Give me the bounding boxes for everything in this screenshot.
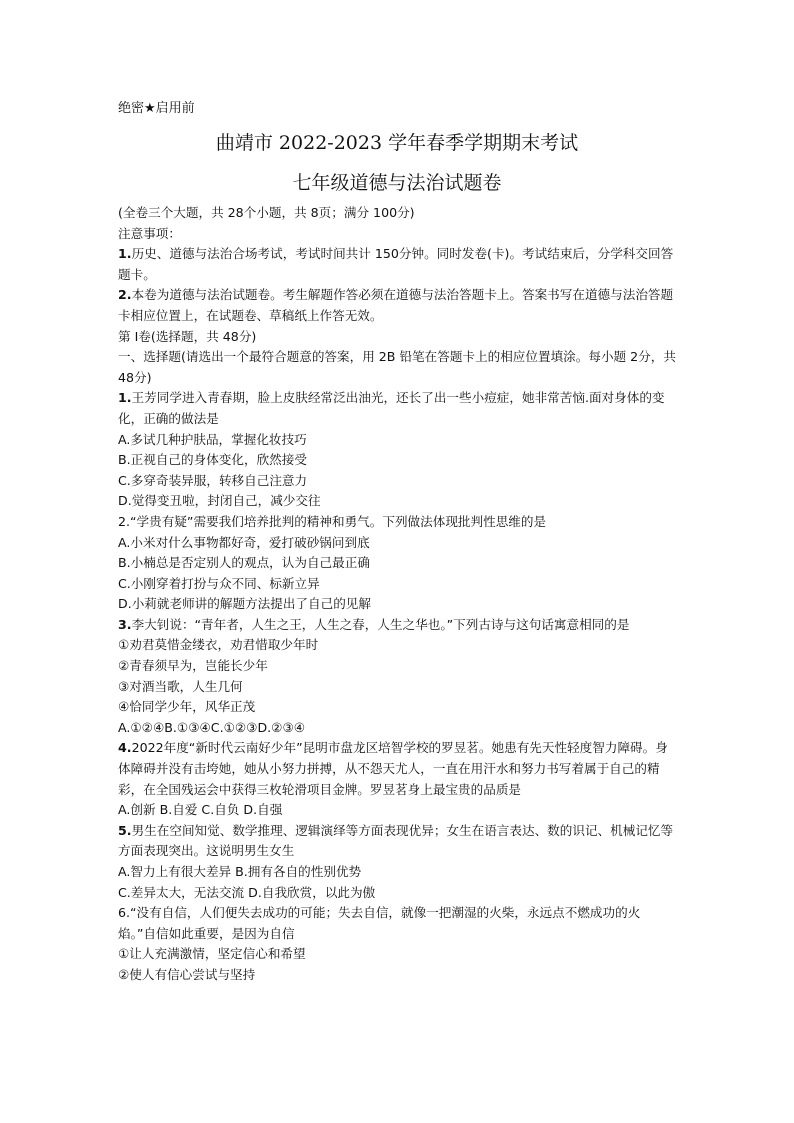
question-1-option-c: C.多穿奇装异服，转移自己注意力 <box>118 472 308 488</box>
question-2-option-a: A.小米对什么事物都好奇，爱打破砂锅问到底 <box>118 534 370 550</box>
notice-1-text: 历史、道德与法治合场考试，考试时间共计 150分钟。同时发卷(卡)。考试结束后，分学科交回答题卡。 <box>118 246 674 282</box>
question-1-text: 王芳同学进入青春期，脸上皮肤经常泛出油光，还长了出一些小痘症，她非常苦恼.面对身体的变化，正确的做法是 <box>118 390 665 426</box>
question-6-item-2: ②使人有信心尝试与坚持 <box>118 966 256 982</box>
question-5-options-ab: A.智力上有很大差异 B.拥有各自的性别优势 <box>118 864 362 879</box>
notice-item-2 <box>118 285 678 326</box>
section-heading: 第 I卷(选择题，共 48分) <box>118 328 257 344</box>
question-2-option-c: C.小刚穿着打扮与众不同、标新立异 <box>118 575 320 591</box>
page-title: 曲靖市 2022-2023 学年春季学期期末考试 <box>215 132 579 154</box>
question-3-stem <box>118 615 678 636</box>
question-4-options: A.创新 B.自爱 C.自负 D.自强 <box>118 802 283 818</box>
question-4-number: 4. <box>118 740 132 756</box>
question-1-stem <box>118 388 678 429</box>
secret-label: 绝密★启用前 <box>118 101 195 116</box>
question-1-option-d: D.觉得变丑啦，封闭自己，减少交往 <box>118 493 321 509</box>
question-5-options-cd: C.差异太大，无法交流 D.自我欣赏，以此为傲 <box>118 884 376 900</box>
notice-1-number: 1. <box>118 246 132 262</box>
question-6-text: “没有自信，人们便失去成功的可能；失去自信，就像一把潮湿的火柴，永远点不燃成功的火焰。”自信如此重要，是因为自信 <box>118 905 641 941</box>
question-1-number: 1. <box>118 390 132 406</box>
question-3-item-2: ②青春须早为，岂能长少年 <box>118 658 268 674</box>
notice-2-number: 2. <box>118 287 132 303</box>
question-3-item-3: ③对酒当歌，人生几何 <box>118 678 243 694</box>
question-6-number: 6. <box>118 905 131 921</box>
question-2-text: “学贵有疑”需要我们培养批判的精神和勇气。下列做法体现批判性思维的是 <box>130 513 547 529</box>
exam-content <box>118 203 678 986</box>
question-2-stem <box>118 512 678 533</box>
question-2-option-d: D.小莉就老师讲的解题方法提出了自己的见解 <box>118 596 371 612</box>
question-3-item-1: ①劝君莫惜金缕衣，劝君惜取少年时 <box>118 637 319 653</box>
question-1-option-b: B.正视自己的身体变化，欣然接受 <box>118 452 307 468</box>
part-heading: 一、选择题(请选出一个最符合题意的答案，用 2B 铅笔在答题卡上的相应位置填涂。每小题 2分，共 48分) <box>118 349 676 385</box>
question-6-item-1: ①让人充满激情，坚定信心和希望 <box>118 946 306 962</box>
question-5-stem <box>118 821 678 862</box>
question-3-item-4: ④恰同学少年，风华正茂 <box>118 699 256 715</box>
notice-heading: 注意事项： <box>118 225 181 241</box>
page-subtitle: 七年级道德与法治试题卷 <box>292 172 502 194</box>
notice-item-1 <box>118 244 678 285</box>
question-6-stem <box>118 903 678 944</box>
question-3-text: 李大钊说：“青年者，人生之王，人生之春，人生之华也。”下列古诗与这句话寓意相同的是 <box>131 616 630 632</box>
question-5-number: 5. <box>118 822 132 838</box>
question-4-stem <box>118 738 678 800</box>
question-2-option-b: B.小楠总是否定别人的观点，认为自己最正确 <box>118 555 370 571</box>
exam-scope: (全卷三个大题，共 28个小题，共 8页；满分 100分) <box>118 205 415 220</box>
question-2-number: 2. <box>118 513 131 529</box>
question-4-text: 2022年度“新时代云南好少年”昆明市盘龙区培智学校的罗昱茗。她患有先天性轻度智力障碍。身体障碍并没有击垮她，她从小努力拼搏，从不怨天尤人，一直在用汗水和努力书写着属于自己的精彩，在全国残运会中获得三枚轮滑项目金牌。罗昱茗身上最宝贵的品质是 <box>118 740 668 797</box>
question-5-text: 男生在空间知觉、数学推理、逻辑演绎等方面表现优异；女生在语言表达、数的识记、机械记忆等方面表现突出。这说明男生女生 <box>118 822 674 859</box>
question-3-options: A.①②④B.①③④C.①②③D.②③④ <box>118 719 306 735</box>
notice-2-text: 本卷为道德与法治试题卷。考生解题作答必须在道德与法治答题卡上。答案书写在道德与法治答题卡相应位置上，在试题卷、草稿纸上作答无效。 <box>118 287 674 323</box>
question-3-number: 3. <box>118 616 132 632</box>
question-1-option-a: A.多试几种护肤品，掌握化妆技巧 <box>118 431 307 447</box>
